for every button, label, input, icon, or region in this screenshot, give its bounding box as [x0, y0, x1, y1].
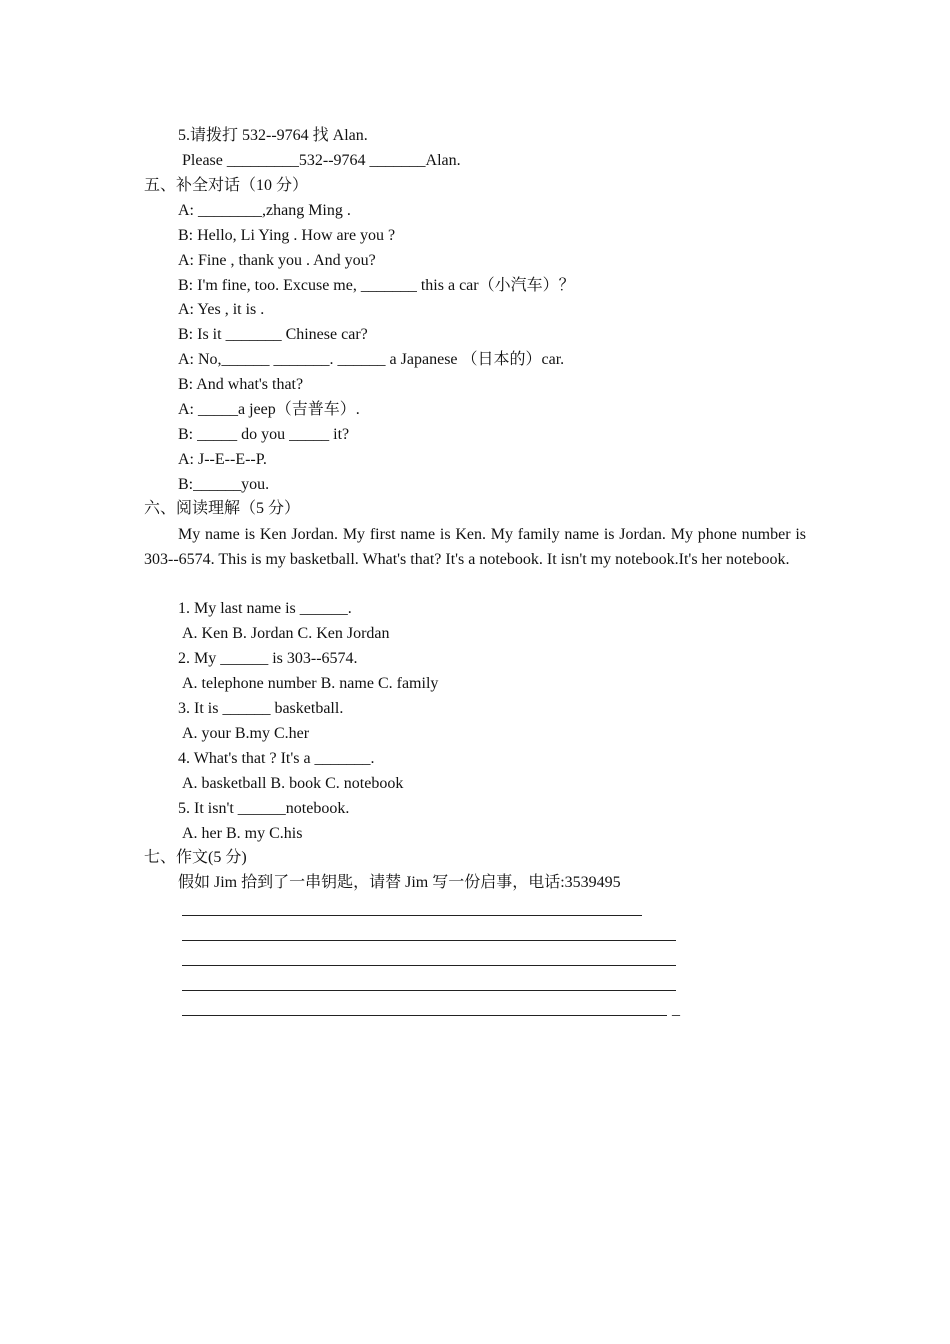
dialogue-line: B: Is it _______ Chinese car?	[178, 326, 368, 343]
dialogue-line: B:______you.	[178, 476, 270, 493]
answer-line	[182, 990, 676, 991]
question-options: A. your B.my C.her	[182, 725, 310, 742]
question-text: 5. It isn't ______notebook.	[178, 800, 350, 817]
dialogue-line: B: Hello, Li Ying . How are you ?	[178, 227, 396, 244]
section5-heading: 五、补全对话（10 分）	[144, 177, 309, 194]
question-options: A. her B. my C.his	[182, 825, 303, 842]
section6-heading: 六、阅读理解（5 分）	[144, 500, 301, 517]
answer-line-tail-mark: _	[672, 1001, 680, 1018]
dialogue-line: A: J--E--E--P.	[178, 451, 267, 468]
section7-heading: 七、作文(5 分)	[144, 849, 247, 866]
question-text: 4. What's that ? It's a _______.	[178, 750, 375, 767]
answer-line	[182, 965, 676, 966]
dialogue-line: B: I'm fine, too. Excuse me, _______ this a car（小汽车）？	[178, 277, 575, 294]
dialogue-line: A: Fine , thank you . And you?	[178, 252, 376, 269]
dialogue-line: A: _____a jeep（吉普车）.	[178, 401, 360, 418]
dialogue-line: A: ________,zhang Ming .	[178, 202, 351, 219]
question-options: A. Ken B. Jordan C. Ken Jordan	[182, 625, 390, 642]
question-text: 1. My last name is ______.	[178, 600, 352, 617]
question-options: A. telephone number B. name C. family	[182, 675, 439, 692]
question-options: A. basketball B. book C. notebook	[182, 775, 404, 792]
answer-line	[182, 1015, 667, 1016]
dialogue-line: A: Yes , it is .	[178, 301, 265, 318]
question-text: 2. My ______ is 303--6574.	[178, 650, 358, 667]
reading-passage: My name is Ken Jordan. My first name is Ken. My family name is Jordan. My phone number is 303--6574. This is my basketball. What's that? It's a notebook. It isn't my notebook.It's her notebook.	[144, 526, 806, 568]
answer-line	[182, 915, 642, 916]
question-text: 3. It is ______ basketball.	[178, 700, 344, 717]
dialogue-line: B: _____ do you _____ it?	[178, 426, 350, 443]
item5-english: Please _________532--9764 _______Alan.	[182, 152, 461, 169]
answer-line	[182, 940, 676, 941]
composition-prompt: 假如 Jim 拾到了一串钥匙，请替 Jim 写一份启事，电话:3539495	[178, 874, 621, 891]
item5-chinese: 5.请拨打 532--9764 找 Alan.	[178, 127, 368, 144]
dialogue-line: B: And what's that?	[178, 376, 304, 393]
dialogue-line: A: No,______ _______. ______ a Japanese （日本的）car.	[178, 351, 565, 368]
